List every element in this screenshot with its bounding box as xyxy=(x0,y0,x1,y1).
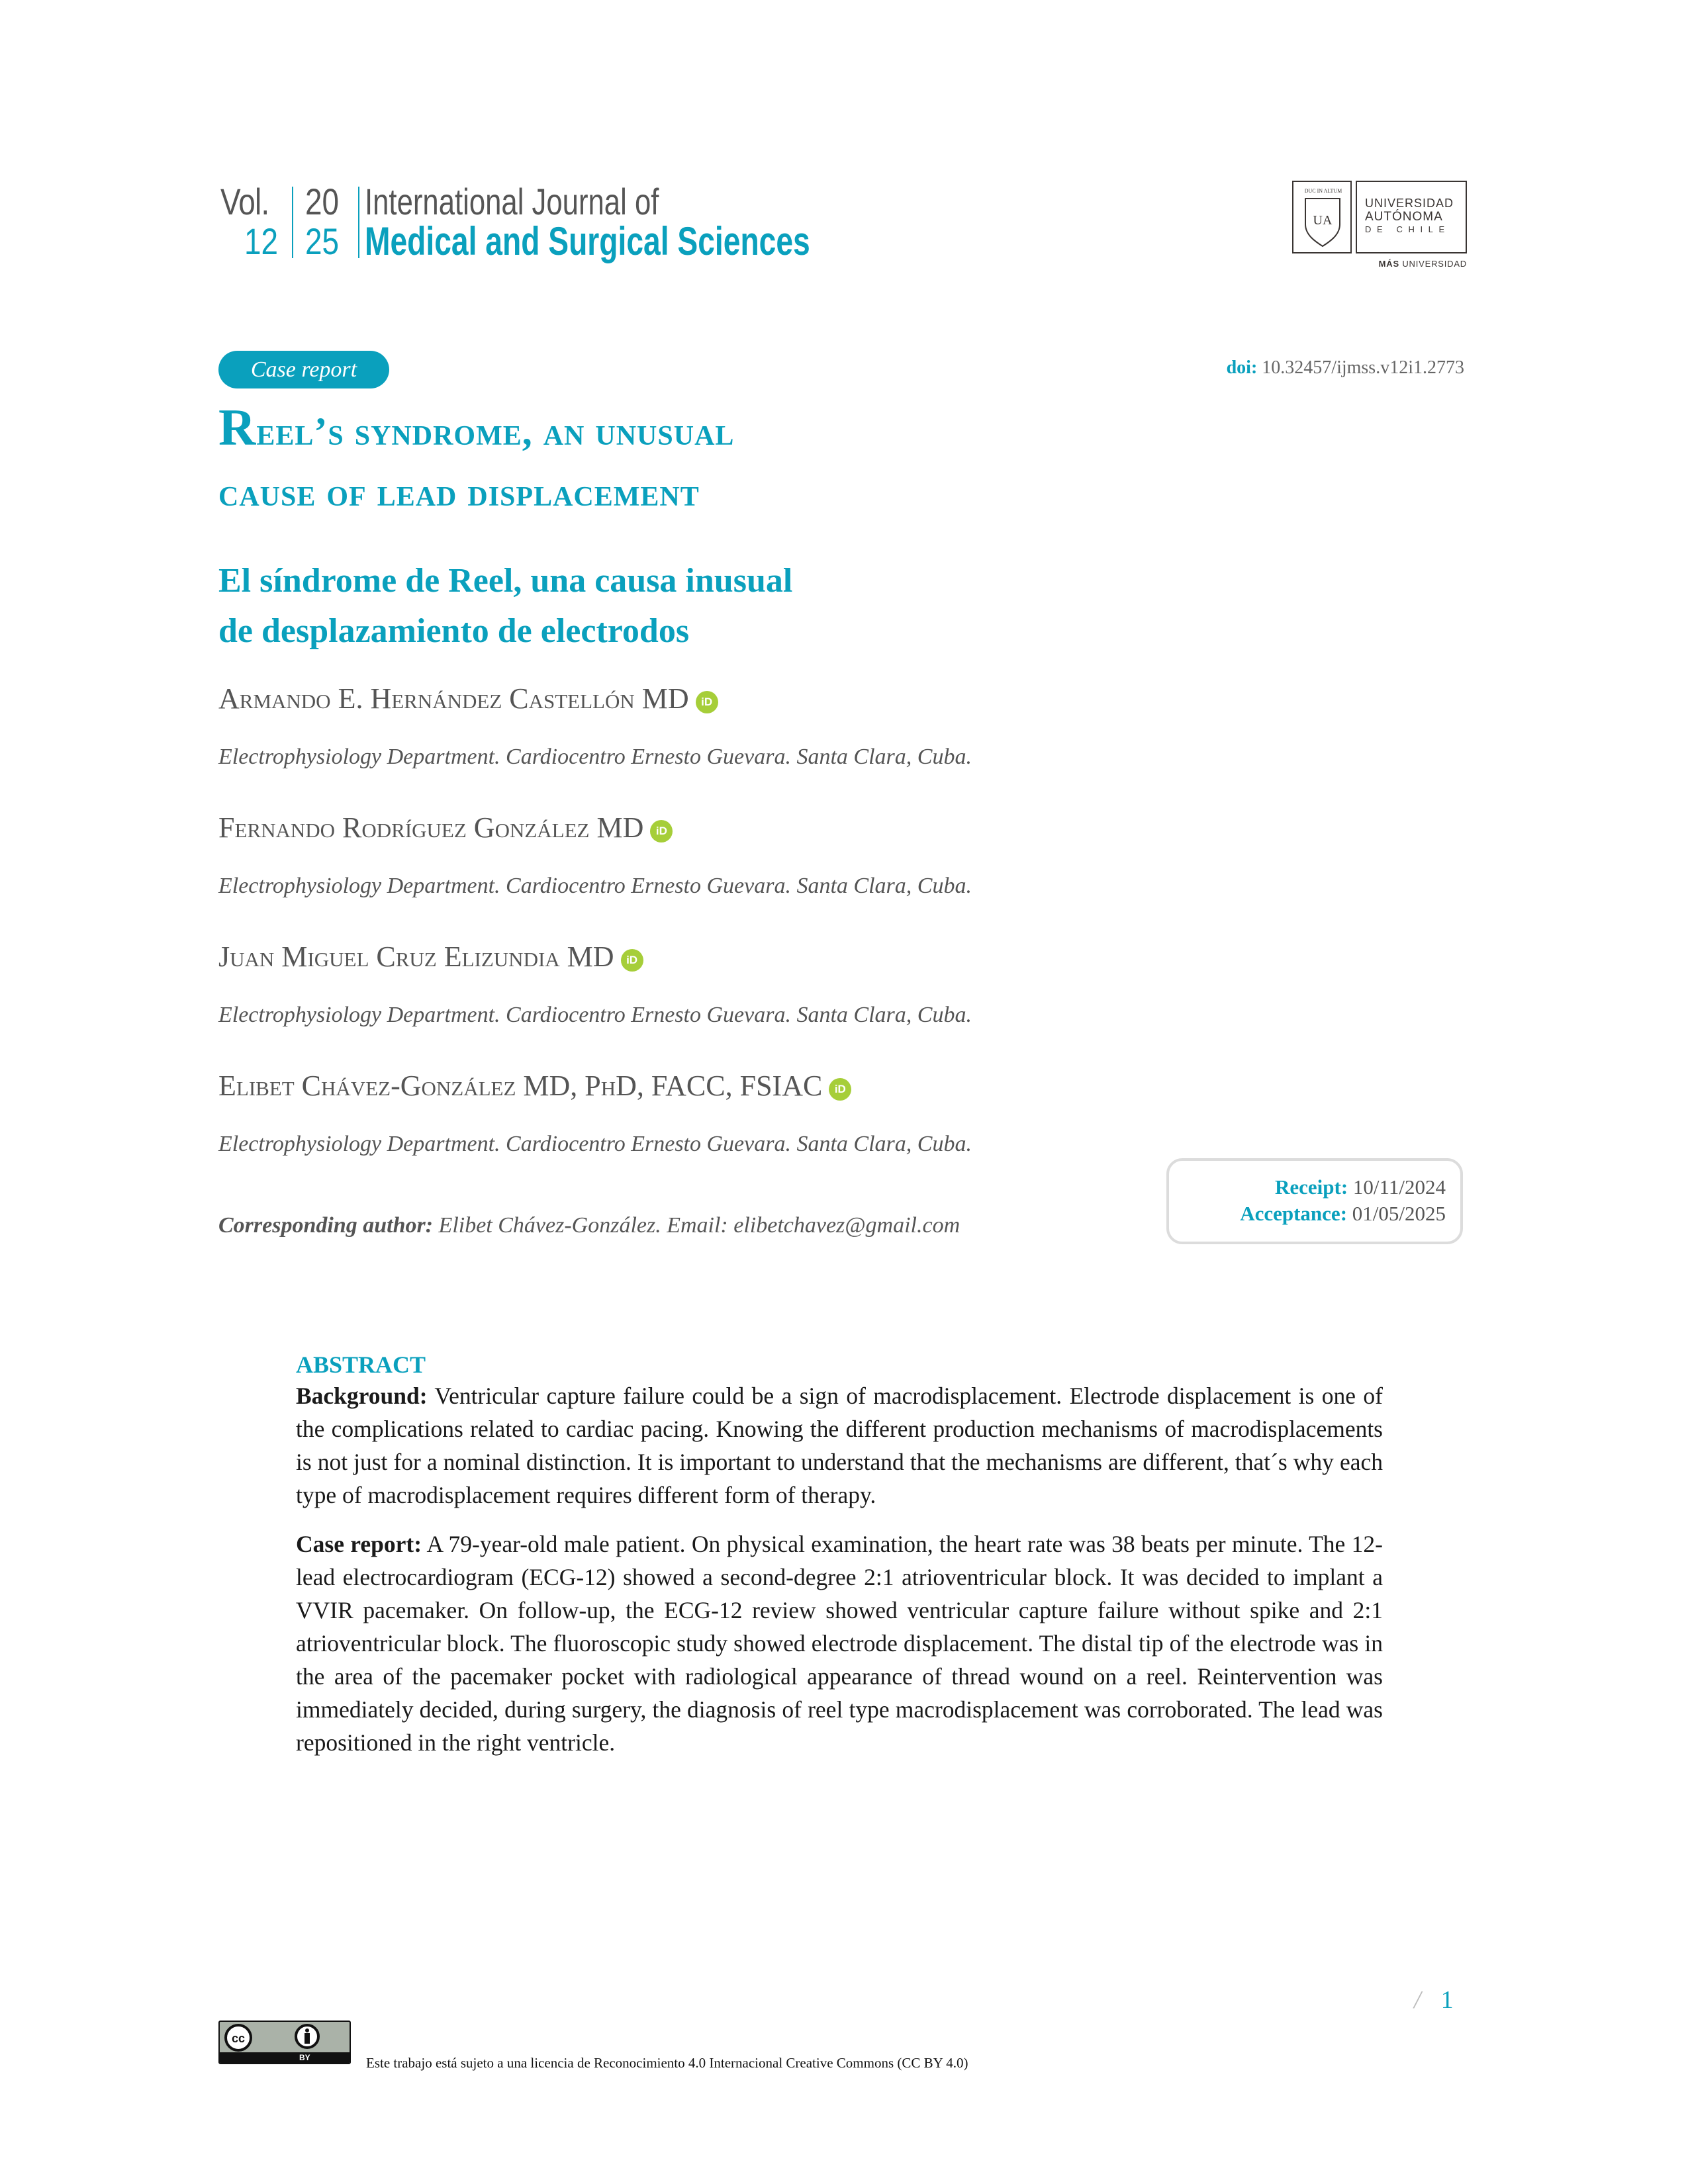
author-name-text: Armando E. Hernández Castellón MD xyxy=(218,682,689,715)
author-name xyxy=(218,682,718,715)
orcid-icon[interactable]: iD xyxy=(696,691,718,713)
journal-title-line1: International Journal of xyxy=(365,181,659,222)
receipt-date xyxy=(1275,1175,1446,1199)
acceptance-date xyxy=(1240,1202,1446,1226)
doi[interactable] xyxy=(1227,357,1464,379)
cc-badge-bar xyxy=(220,2052,350,2063)
volume-label: Vol. xyxy=(220,181,269,222)
author-name-text: Juan Miguel Cruz Elizundia MD xyxy=(218,940,614,973)
author-name xyxy=(218,940,643,974)
institution-tagline xyxy=(1358,259,1467,269)
title-line1-text: eel’s syndrome, an unusual xyxy=(256,410,735,453)
author-name-text: Fernando Rodríguez González MD xyxy=(218,811,644,844)
doi-label: doi: xyxy=(1226,357,1258,378)
logo-initials: UA xyxy=(1313,213,1333,228)
volume-number: 12 xyxy=(244,220,279,262)
cc-by-badge[interactable] xyxy=(218,2021,351,2064)
institution-name-box xyxy=(1356,181,1467,253)
title-line1 xyxy=(218,397,734,462)
subtitle-line1: El síndrome de Reel, una causa inusual xyxy=(218,562,793,600)
page-number xyxy=(1414,1985,1454,2015)
subtitle-line2: de desplazamiento de electrodos xyxy=(218,612,690,650)
corresponding-label: Corresponding author: xyxy=(218,1213,434,1238)
university-logo xyxy=(1292,181,1467,273)
acceptance-value: 01/05/2025 xyxy=(1347,1202,1446,1225)
corresponding-text: Elibet Chávez-González. Email: elibetchavez@gmail.com xyxy=(433,1213,961,1238)
journal-title-line2: Medical and Surgical Sciences xyxy=(365,219,810,263)
tagline-bold: MÁS xyxy=(1378,259,1399,269)
svg-text:cc: cc xyxy=(231,2032,246,2045)
author-name xyxy=(218,1069,851,1103)
abstract xyxy=(296,1350,1383,1775)
shield-icon xyxy=(1303,197,1342,248)
cc-by-label: BY xyxy=(299,2053,310,2062)
author-affiliation: Electrophysiology Department. Cardiocentro Ernesto Guevara. Santa Clara, Cuba. xyxy=(218,874,972,898)
receipt-value: 10/11/2024 xyxy=(1348,1175,1446,1199)
abstract-case-report xyxy=(296,1527,1383,1759)
attribution-person-icon xyxy=(294,2023,320,2050)
author-name-text: Elibet Chávez-González MD, PhD, FACC, FSIAC xyxy=(218,1069,823,1102)
article-title xyxy=(218,397,734,523)
background-label: Background: xyxy=(296,1383,428,1409)
page-number-value: 1 xyxy=(1440,1986,1454,2014)
logo-motto: DUC IN ALTUM xyxy=(1304,188,1342,194)
author-affiliation: Electrophysiology Department. Cardiocentro Ernesto Guevara. Santa Clara, Cuba. xyxy=(218,1003,972,1027)
dates-box xyxy=(1166,1158,1463,1244)
title-line2: cause of lead displacement xyxy=(218,471,700,514)
orcid-icon[interactable]: iD xyxy=(650,820,673,842)
author-affiliation: Electrophysiology Department. Cardiocentro Ernesto Guevara. Santa Clara, Cuba. xyxy=(218,745,972,769)
page-slash: / xyxy=(1414,1986,1421,2014)
receipt-label: Receipt: xyxy=(1275,1175,1348,1199)
creative-commons-icon xyxy=(224,2023,253,2052)
abstract-heading: ABSTRACT xyxy=(296,1351,426,1378)
abstract-background xyxy=(296,1379,1383,1512)
institution-name-line1: UNIVERSIDAD xyxy=(1365,197,1454,210)
acceptance-label: Acceptance: xyxy=(1240,1202,1348,1225)
article-subtitle-spanish xyxy=(218,556,792,657)
corresponding-author xyxy=(218,1213,960,1238)
orcid-icon[interactable]: iD xyxy=(621,949,643,972)
case-report-label: Case report: xyxy=(296,1531,422,1557)
background-text: Ventricular capture failure could be a sign of macrodisplacement. Electrode displacement is one of the complications related to cardiac pacing. Knowing the different production mechanisms of macrodisplacements is not just for a nominal distinction. It is important to understand that the mechanisms are different, that´s why each type of macrodisplacement requires different form of therapy. xyxy=(296,1383,1383,1508)
author-name xyxy=(218,811,673,844)
tagline-rest: UNIVERSIDAD xyxy=(1402,259,1467,269)
institution-name-line3: DE CHILE xyxy=(1365,224,1450,234)
institution-name-line2: AUTÓNOMA xyxy=(1365,210,1443,224)
year-bottom: 25 xyxy=(305,220,340,262)
year-top: 20 xyxy=(305,181,340,222)
header-divider xyxy=(358,187,359,258)
shield-box xyxy=(1292,181,1352,253)
doi-value[interactable]: 10.32457/ijmss.v12i1.2773 xyxy=(1262,357,1464,378)
header-divider xyxy=(292,187,293,258)
article-type-badge: Case report xyxy=(218,351,389,388)
title-initial: R xyxy=(218,398,257,456)
author-affiliation: Electrophysiology Department. Cardiocentro Ernesto Guevara. Santa Clara, Cuba. xyxy=(218,1132,972,1156)
license-text: Este trabajo está sujeto a una licencia de Reconocimiento 4.0 Internacional Creative Commons (CC BY 4.0) xyxy=(366,2055,968,2071)
case-report-text: A 79-year-old male patient. On physical examination, the heart rate was 38 beats per minute. The 12-lead electrocardiogram (ECG-12) showed a second-degree 2:1 atrioventricular block. It was decided to implant a VVIR pacemaker. On follow-up, the ECG-12 review showed ventricular capture failure without spike and 2:1 atrioventricular block. The fluoroscopic study showed electrode displacement. The distal tip of the electrode was in the area of the pacemaker pocket with radiological appearance of thread wound on a reel. Reintervention was immediately decided, during surgery, the diagnosis of reel type macrodisplacement was corroborated. The lead was repositioned in the right ventricle. xyxy=(296,1531,1383,1756)
orcid-icon[interactable]: iD xyxy=(829,1078,851,1101)
